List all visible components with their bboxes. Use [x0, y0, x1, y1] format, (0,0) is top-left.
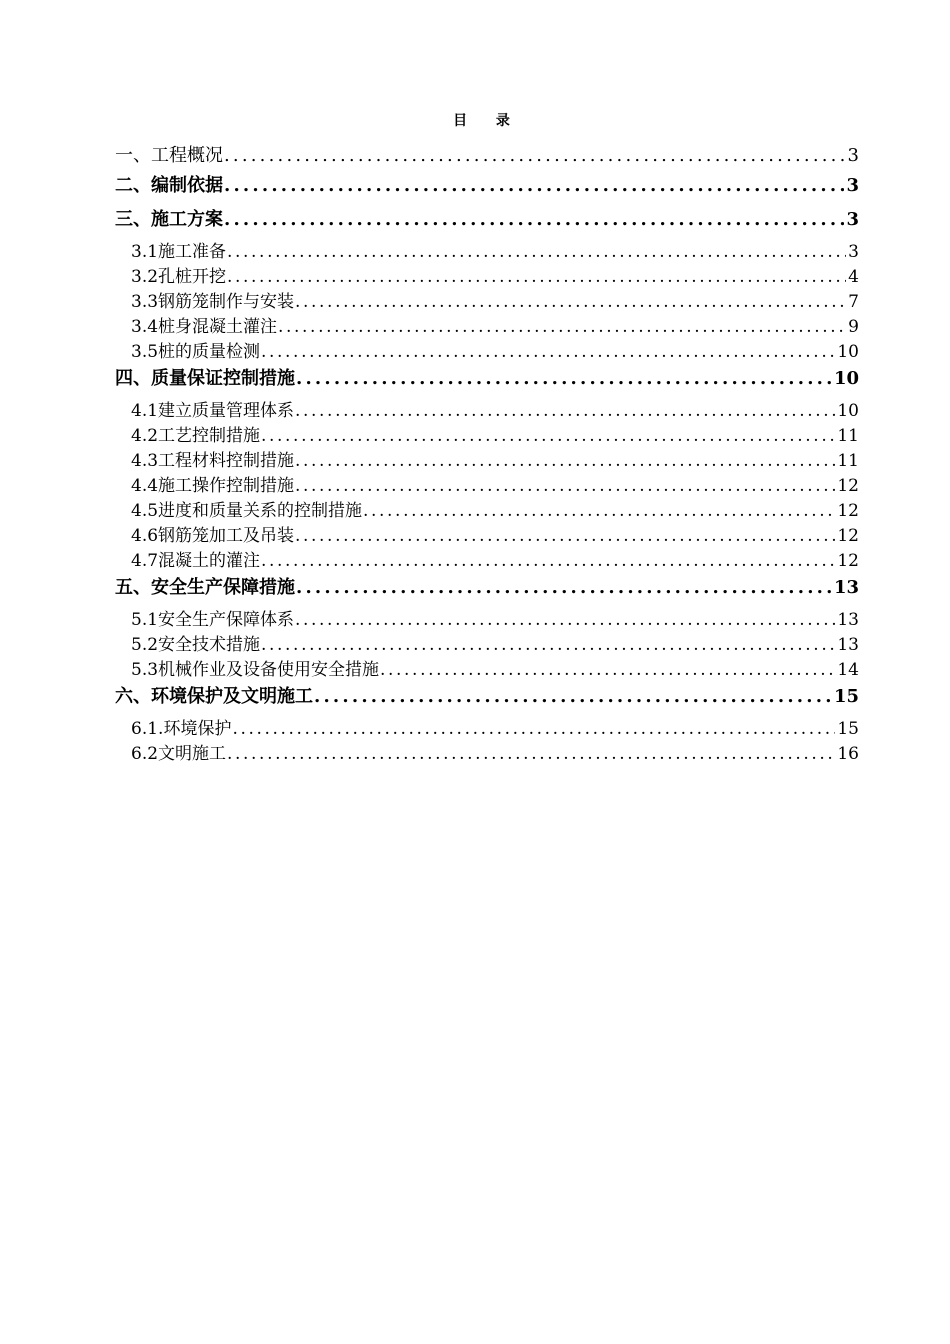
toc-entry-label: 六、环境保护及文明施工: [115, 686, 313, 707]
toc-entry-label: 3.4桩身混凝土灌注: [131, 317, 278, 337]
toc-leader-dots: [261, 340, 835, 365]
toc-leader-dots: [227, 240, 846, 265]
toc-entry-label: 6.2文明施工: [131, 744, 227, 764]
toc-entry-page: 12: [837, 551, 859, 571]
toc-entry[interactable]: [115, 424, 859, 449]
toc-entry-page: 12: [837, 476, 859, 496]
toc-entry[interactable]: [115, 449, 859, 474]
toc-leader-dots: [296, 574, 832, 602]
toc-entry[interactable]: [115, 206, 859, 240]
toc-entry-page: 10: [837, 401, 859, 421]
toc-entry-page: 15: [837, 719, 859, 739]
toc-leader-dots: [363, 499, 835, 524]
toc-entry-page: 15: [833, 686, 859, 707]
toc-leader-dots: [232, 717, 835, 742]
toc-entry-page: 12: [837, 526, 859, 546]
toc-entry[interactable]: [115, 399, 859, 424]
toc-entry[interactable]: [115, 474, 859, 499]
toc-entry[interactable]: [115, 142, 859, 172]
toc-entry-label: 5.2安全技术措施: [131, 635, 261, 655]
toc-leader-dots: [295, 290, 846, 315]
toc-leader-dots: [296, 365, 832, 393]
toc-entry-label: 五、安全生产保障措施: [115, 577, 295, 598]
toc-entry-label: 3.5桩的质量检测: [131, 342, 261, 362]
toc-leader-dots: [295, 399, 835, 424]
toc-entry[interactable]: [115, 365, 859, 399]
toc-entry-label: 四、质量保证控制措施: [115, 368, 295, 389]
toc-leader-dots: [295, 524, 835, 549]
toc-entry-page: 3: [848, 242, 859, 262]
toc-leader-dots: [380, 658, 835, 683]
toc-entry[interactable]: [115, 290, 859, 315]
toc-leader-dots: [295, 474, 835, 499]
toc-entry-label: 3.3钢筋笼制作与安装: [131, 292, 295, 312]
toc-leader-dots: [224, 142, 846, 170]
toc-entry-label: 二、编制依据: [115, 175, 223, 196]
toc-entry[interactable]: [115, 340, 859, 365]
toc-entry[interactable]: [115, 524, 859, 549]
toc-leader-dots: [224, 206, 844, 234]
toc-leader-dots: [278, 315, 846, 340]
toc-entry-page: 9: [848, 317, 859, 337]
toc-entry-page: 4: [848, 267, 859, 287]
toc-entry[interactable]: [115, 315, 859, 340]
toc-leader-dots: [224, 172, 844, 200]
toc-entry-label: 4.5进度和质量关系的控制措施: [131, 501, 363, 521]
toc-entry[interactable]: [115, 265, 859, 290]
toc-entry-label: 3.2孔桩开挖: [131, 267, 227, 287]
toc-entry-label: 一、工程概况: [115, 145, 223, 166]
toc-leader-dots: [227, 265, 846, 290]
toc-entry-label: 4.1建立质量管理体系: [131, 401, 295, 421]
toc-entry[interactable]: [115, 499, 859, 524]
table-of-contents: [115, 142, 859, 767]
toc-entry-label: 5.3机械作业及设备使用安全措施: [131, 660, 380, 680]
toc-entry-label: 4.4施工操作控制措施: [131, 476, 295, 496]
toc-title: 目 录: [453, 113, 522, 129]
toc-leader-dots: [227, 742, 835, 767]
toc-entry[interactable]: [115, 608, 859, 633]
toc-entry-page: 14: [837, 660, 859, 680]
toc-entry-label: 4.3工程材料控制措施: [131, 451, 295, 471]
toc-entry[interactable]: [115, 549, 859, 574]
toc-entry-page: 11: [837, 426, 859, 446]
toc-entry-page: 12: [837, 501, 859, 521]
toc-entry[interactable]: [115, 717, 859, 742]
toc-entry-label: 4.7混凝土的灌注: [131, 551, 261, 571]
toc-entry-page: 3: [846, 209, 859, 230]
toc-entry-page: 10: [833, 368, 859, 389]
toc-entry[interactable]: [115, 658, 859, 683]
toc-entry[interactable]: [115, 742, 859, 767]
toc-entry-label: 4.6钢筋笼加工及吊装: [131, 526, 295, 546]
toc-leader-dots: [261, 633, 835, 658]
toc-entry-label: 3.1施工准备: [131, 242, 227, 262]
toc-entry-page: 13: [833, 577, 859, 598]
toc-entry-page: 7: [848, 292, 859, 312]
toc-entry-page: 13: [837, 635, 859, 655]
toc-entry-label: 三、施工方案: [115, 209, 223, 230]
toc-entry-page: 11: [837, 451, 859, 471]
toc-entry-label: 6.1.环境保护: [131, 719, 232, 739]
toc-entry-page: 3: [847, 145, 859, 166]
toc-leader-dots: [261, 424, 835, 449]
toc-leader-dots: [314, 683, 832, 711]
toc-entry-page: 13: [837, 610, 859, 630]
toc-leader-dots: [295, 608, 835, 633]
toc-entry-page: 3: [846, 175, 859, 196]
toc-entry[interactable]: [115, 574, 859, 608]
toc-leader-dots: [295, 449, 835, 474]
toc-entry[interactable]: [115, 240, 859, 265]
toc-leader-dots: [261, 549, 835, 574]
toc-entry[interactable]: [115, 683, 859, 717]
toc-entry-page: 10: [837, 342, 859, 362]
toc-entry-page: 16: [837, 744, 859, 764]
toc-entry-label: 5.1安全生产保障体系: [131, 610, 295, 630]
toc-entry[interactable]: [115, 172, 859, 206]
toc-entry[interactable]: [115, 633, 859, 658]
toc-entry-label: 4.2工艺控制措施: [131, 426, 261, 446]
